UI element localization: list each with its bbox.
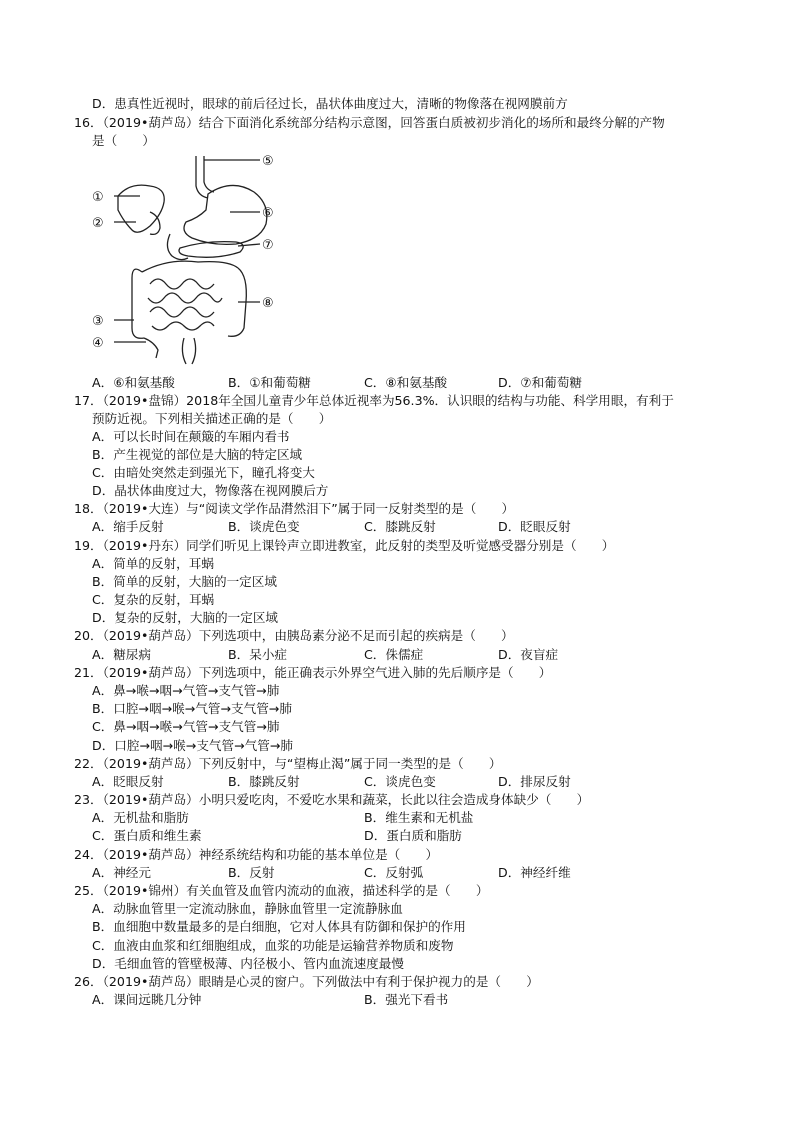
q19-option-c[interactable]: C．复杂的反射，耳蜗 bbox=[92, 592, 215, 607]
q21-option-d[interactable]: D．口腔→咽→喉→支气管→气管→肺 bbox=[92, 738, 293, 753]
q19-option-d[interactable]: D．复杂的反射，大脑的一定区域 bbox=[92, 610, 279, 625]
q17-stem-cont: 预防近视。下列相关描述正确的是（ ） bbox=[92, 411, 332, 426]
q16-option-b[interactable]: B．①和葡萄糖 bbox=[228, 375, 311, 390]
q17-option-c[interactable]: C．由暗处突然走到强光下，瞳孔将变大 bbox=[92, 465, 315, 480]
q24-option-c[interactable]: C．反射弧 bbox=[364, 865, 424, 880]
q21-option-a[interactable]: A．鼻→喉→咽→气管→支气管→肺 bbox=[92, 683, 280, 698]
q16-option-c[interactable]: C．⑧和氨基酸 bbox=[364, 375, 448, 390]
q21-stem: 21．（2019•葫芦岛）下列选项中，能正确表示外界空气进入肺的先后顺序是（ ） bbox=[74, 665, 552, 680]
q23-stem: 23．（2019•葫芦岛）小明只爱吃肉，不爱吃水果和蔬菜，长此以往会造成身体缺少（ ） bbox=[74, 792, 590, 807]
q19-option-a[interactable]: A．简单的反射，耳蜗 bbox=[92, 556, 214, 571]
label-2: ② bbox=[92, 216, 104, 231]
q20-option-d[interactable]: D．夜盲症 bbox=[498, 647, 559, 662]
digestive-system-diagram bbox=[88, 152, 288, 370]
q20-option-b[interactable]: B．呆小症 bbox=[228, 647, 288, 662]
q17-stem: 17．（2019•盘锦）2018年全国儿童青少年总体近视率为56.3%．认识眼的结构与功能、科学用眼，有利于 bbox=[74, 393, 674, 408]
q24-option-d[interactable]: D．神经纤维 bbox=[498, 865, 571, 880]
q18-option-c[interactable]: C．膝跳反射 bbox=[364, 519, 436, 534]
label-8: ⑧ bbox=[262, 296, 274, 311]
q16-stem: 16．（2019•葫芦岛）结合下面消化系统部分结构示意图，回答蛋白质被初步消化的场所和最终分解的产物 bbox=[74, 115, 665, 130]
q16-stem-cont: 是（ ） bbox=[92, 133, 155, 148]
q23-option-d[interactable]: D．蛋白质和脂肪 bbox=[364, 828, 462, 843]
q20-option-a[interactable]: A．糖尿病 bbox=[92, 647, 151, 662]
q16-option-a[interactable]: A．⑥和氨基酸 bbox=[92, 375, 175, 390]
q22-option-c[interactable]: C．谈虎色变 bbox=[364, 774, 436, 789]
q25-option-b[interactable]: B．血细胞中数量最多的是白细胞，它对人体具有防御和保护的作用 bbox=[92, 919, 466, 934]
q22-option-a[interactable]: A．眨眼反射 bbox=[92, 774, 164, 789]
label-7: ⑦ bbox=[262, 238, 274, 253]
q25-stem: 25．（2019•锦州）有关血管及血管内流动的血液，描述科学的是（ ） bbox=[74, 883, 489, 898]
label-5: ⑤ bbox=[262, 154, 274, 169]
q17-option-a[interactable]: A．可以长时间在颠簸的车厢内看书 bbox=[92, 429, 290, 444]
q26-option-a[interactable]: A．课间远眺几分钟 bbox=[92, 992, 202, 1007]
label-3: ③ bbox=[92, 314, 104, 329]
q17-option-d[interactable]: D．晶状体曲度过大，物像落在视网膜后方 bbox=[92, 483, 329, 498]
q24-option-b[interactable]: B．反射 bbox=[228, 865, 275, 880]
q21-option-c[interactable]: C．鼻→咽→喉→气管→支气管→肺 bbox=[92, 719, 280, 734]
q16-option-d[interactable]: D．⑦和葡萄糖 bbox=[498, 375, 582, 390]
q15-option-d: D．患真性近视时，眼球的前后径过长，晶状体曲度过大，清晰的物像落在视网膜前方 bbox=[92, 96, 568, 111]
q18-option-b[interactable]: B．谈虎色变 bbox=[228, 519, 300, 534]
q22-stem: 22．（2019•葫芦岛）下列反射中，与“望梅止渴”属于同一类型的是（ ） bbox=[74, 756, 502, 771]
q20-stem: 20．（2019•葫芦岛）下列选项中，由胰岛素分泌不足而引起的疾病是（ ） bbox=[74, 628, 514, 643]
digestive-system-figure bbox=[88, 152, 288, 370]
q25-option-a[interactable]: A．动脉血管里一定流动脉血，静脉血管里一定流静脉血 bbox=[92, 901, 403, 916]
q20-option-c[interactable]: C．侏儒症 bbox=[364, 647, 424, 662]
q21-option-b[interactable]: B．口腔→咽→喉→气管→支气管→肺 bbox=[92, 701, 292, 716]
q23-option-b[interactable]: B．维生素和无机盐 bbox=[364, 810, 474, 825]
q22-option-d[interactable]: D．排尿反射 bbox=[498, 774, 571, 789]
q18-stem: 18．（2019•大连）与“阅读文学作品潸然泪下”属于同一反射类型的是（ ） bbox=[74, 501, 515, 516]
q22-option-b[interactable]: B．膝跳反射 bbox=[228, 774, 300, 789]
label-1: ① bbox=[92, 190, 104, 205]
q26-stem: 26．（2019•葫芦岛）眼睛是心灵的窗户。下列做法中有利于保护视力的是（ ） bbox=[74, 974, 539, 989]
q25-option-c[interactable]: C．血液由血浆和红细胞组成，血浆的功能是运输营养物质和废物 bbox=[92, 938, 454, 953]
q19-option-b[interactable]: B．简单的反射，大脑的一定区域 bbox=[92, 574, 277, 589]
q26-option-b[interactable]: B．强光下看书 bbox=[364, 992, 449, 1007]
q23-option-c[interactable]: C．蛋白质和维生素 bbox=[92, 828, 202, 843]
q18-option-a[interactable]: A．缩手反射 bbox=[92, 519, 164, 534]
q24-stem: 24．（2019•葫芦岛）神经系统结构和功能的基本单位是（ ） bbox=[74, 847, 439, 862]
q18-option-d[interactable]: D．眨眼反射 bbox=[498, 519, 571, 534]
q17-option-b[interactable]: B．产生视觉的部位是大脑的特定区域 bbox=[92, 447, 303, 462]
q19-stem: 19．（2019•丹东）同学们听见上课铃声立即进教室，此反射的类型及听觉感受器分别是（ ） bbox=[74, 538, 615, 553]
label-4: ④ bbox=[92, 336, 104, 351]
label-6: ⑥ bbox=[262, 206, 274, 221]
q25-option-d[interactable]: D．毛细血管的管壁极薄、内径极小、管内血流速度最慢 bbox=[92, 956, 404, 971]
q24-option-a[interactable]: A．神经元 bbox=[92, 865, 151, 880]
q23-option-a[interactable]: A．无机盐和脂肪 bbox=[92, 810, 189, 825]
